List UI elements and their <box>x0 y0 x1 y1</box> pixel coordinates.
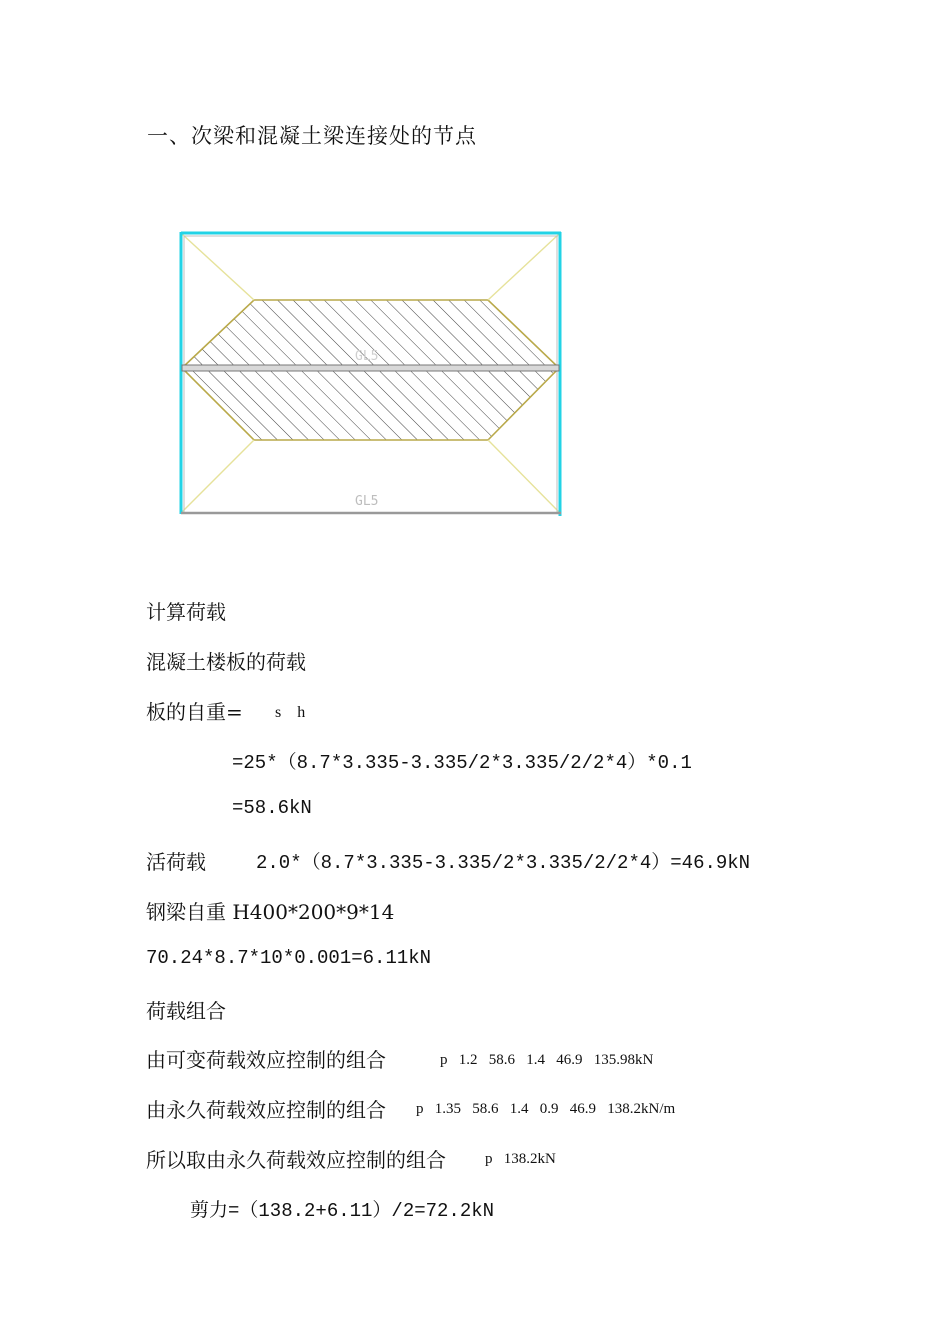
self-weight-formula: =25*（8.7*3.335-3.335/2*3.335/2/2*4）*0.1 <box>232 752 692 774</box>
conclusion-label: 所以取由永久荷载效应控制的组合 <box>146 1148 446 1172</box>
live-load-label: 活荷载 <box>146 850 206 874</box>
steel-beam-formula: 70.24*8.7*10*0.001=6.11kN <box>146 947 432 969</box>
steel-beam-label: 钢梁自重 H400*200*9*14 <box>146 900 395 924</box>
permanent-combo-formula: p 1.35 58.6 1.4 0.9 46.9 138.2kN/m <box>416 1101 676 1117</box>
self-weight-label: 板的自重= <box>146 700 243 724</box>
variable-combo-label: 由可变荷载效应控制的组合 <box>146 1048 386 1072</box>
combo-title: 荷载组合 <box>146 999 226 1023</box>
section-calc-load: 计算荷载 <box>146 600 226 624</box>
page-title: 一、次梁和混凝土梁连接处的节点 <box>147 124 477 148</box>
beam-label-bottom: GL5 <box>355 494 379 509</box>
slab-load-diagram <box>172 226 572 522</box>
conclusion-formula: p 138.2kN <box>485 1151 556 1167</box>
variable-combo-formula: p 1.2 58.6 1.4 46.9 135.98kN <box>440 1052 654 1068</box>
section-slab-load: 混凝土楼板的荷载 <box>146 650 306 674</box>
middle-beam <box>182 365 559 371</box>
self-weight-symbols: s h <box>275 704 312 721</box>
shear-result: 剪力=（138.2+6.11）/2=72.2kN <box>190 1200 495 1222</box>
permanent-combo-label: 由永久荷载效应控制的组合 <box>146 1098 386 1122</box>
live-load-formula: 2.0*（8.7*3.335-3.335/2*3.335/2/2*4）=46.9kN <box>256 852 751 874</box>
self-weight-result: =58.6kN <box>232 797 312 819</box>
beam-label-center: GL5 <box>355 349 379 364</box>
